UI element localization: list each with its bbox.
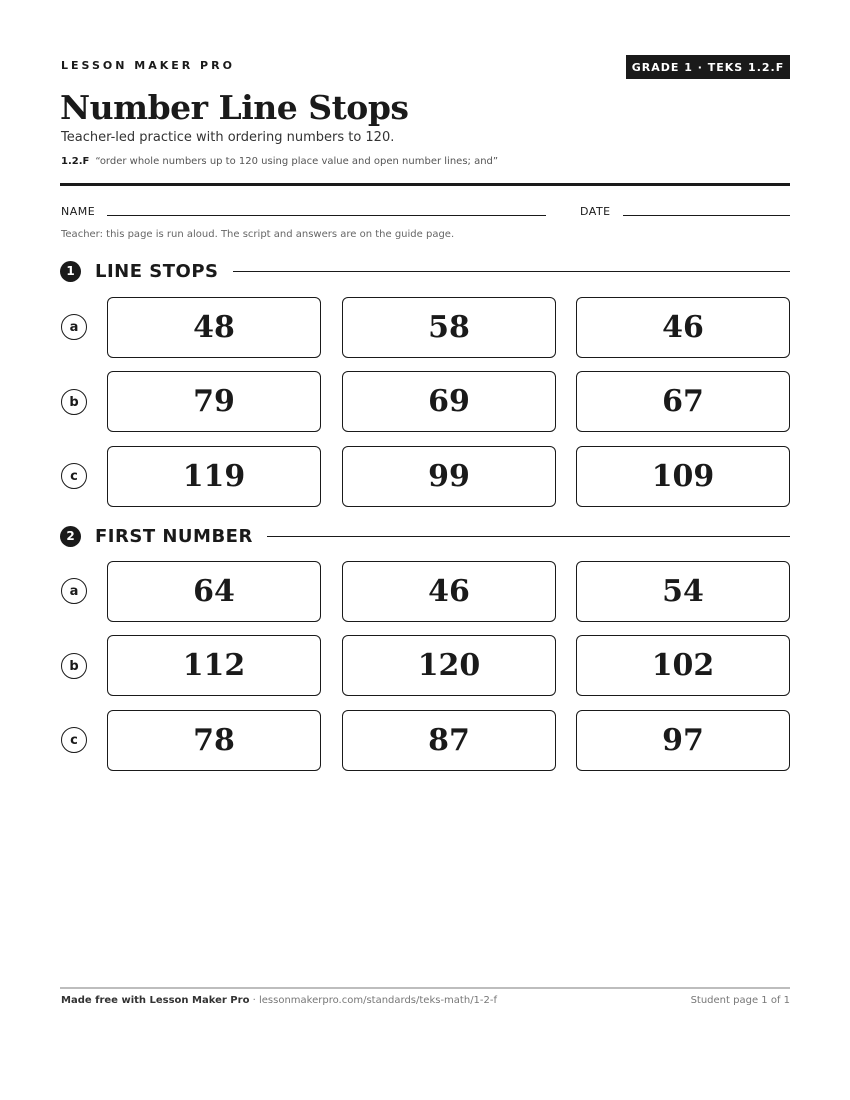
number-card: 46 [576,297,790,358]
row-letter: b [61,389,87,415]
section-title: LINE STOPS [95,260,219,282]
brand-name: LESSON MAKER PRO [61,59,235,72]
teacher-note: Teacher: this page is run aloud. The script and answers are on the guide page. [61,229,455,240]
grade-badge: GRADE 1 · TEKS 1.2.F [626,55,790,79]
page-title: Number Line Stops [60,88,409,127]
number-card: 120 [342,635,556,696]
name-field[interactable] [107,215,546,216]
number-card: 64 [107,561,321,622]
section-divider [267,536,790,537]
number-card: 48 [107,297,321,358]
number-card: 112 [107,635,321,696]
name-label: NAME [61,205,96,218]
footer-page-number: Student page 1 of 1 [690,995,790,1006]
number-card: 67 [576,371,790,432]
section-header [60,525,790,547]
number-card: 87 [342,710,556,771]
number-card: 58 [342,297,556,358]
row-letter: a [61,314,87,340]
number-card: 78 [107,710,321,771]
section-number: 1 [60,261,81,282]
section-divider [233,271,791,272]
row-letter: a [61,578,87,604]
footer-credit [61,995,497,1006]
page-subtitle: Teacher-led practice with ordering numbers to 120. [61,130,395,145]
section-title: FIRST NUMBER [95,525,253,547]
row-letter: c [61,727,87,753]
number-card: 99 [342,446,556,507]
number-card: 97 [576,710,790,771]
standard-line [61,156,498,167]
section-header [60,260,790,282]
number-card: 69 [342,371,556,432]
section-number: 2 [60,526,81,547]
date-label: DATE [580,205,611,218]
date-field[interactable] [623,215,790,216]
number-card: 109 [576,446,790,507]
row-letter: c [61,463,87,489]
number-card: 119 [107,446,321,507]
row-letter: b [61,653,87,679]
number-card: 54 [576,561,790,622]
number-card: 79 [107,371,321,432]
number-card: 102 [576,635,790,696]
footer-url[interactable]: · lessonmakerpro.com/standards/teks-math/1-2-f [252,995,498,1006]
standard-text: “order whole numbers up to 120 using place value and open number lines; and” [95,156,499,167]
footer-made-with: Made free with Lesson Maker Pro [61,995,250,1006]
footer-divider [60,987,790,989]
header-divider [60,183,790,186]
number-card: 46 [342,561,556,622]
standard-code: 1.2.F [61,156,90,167]
